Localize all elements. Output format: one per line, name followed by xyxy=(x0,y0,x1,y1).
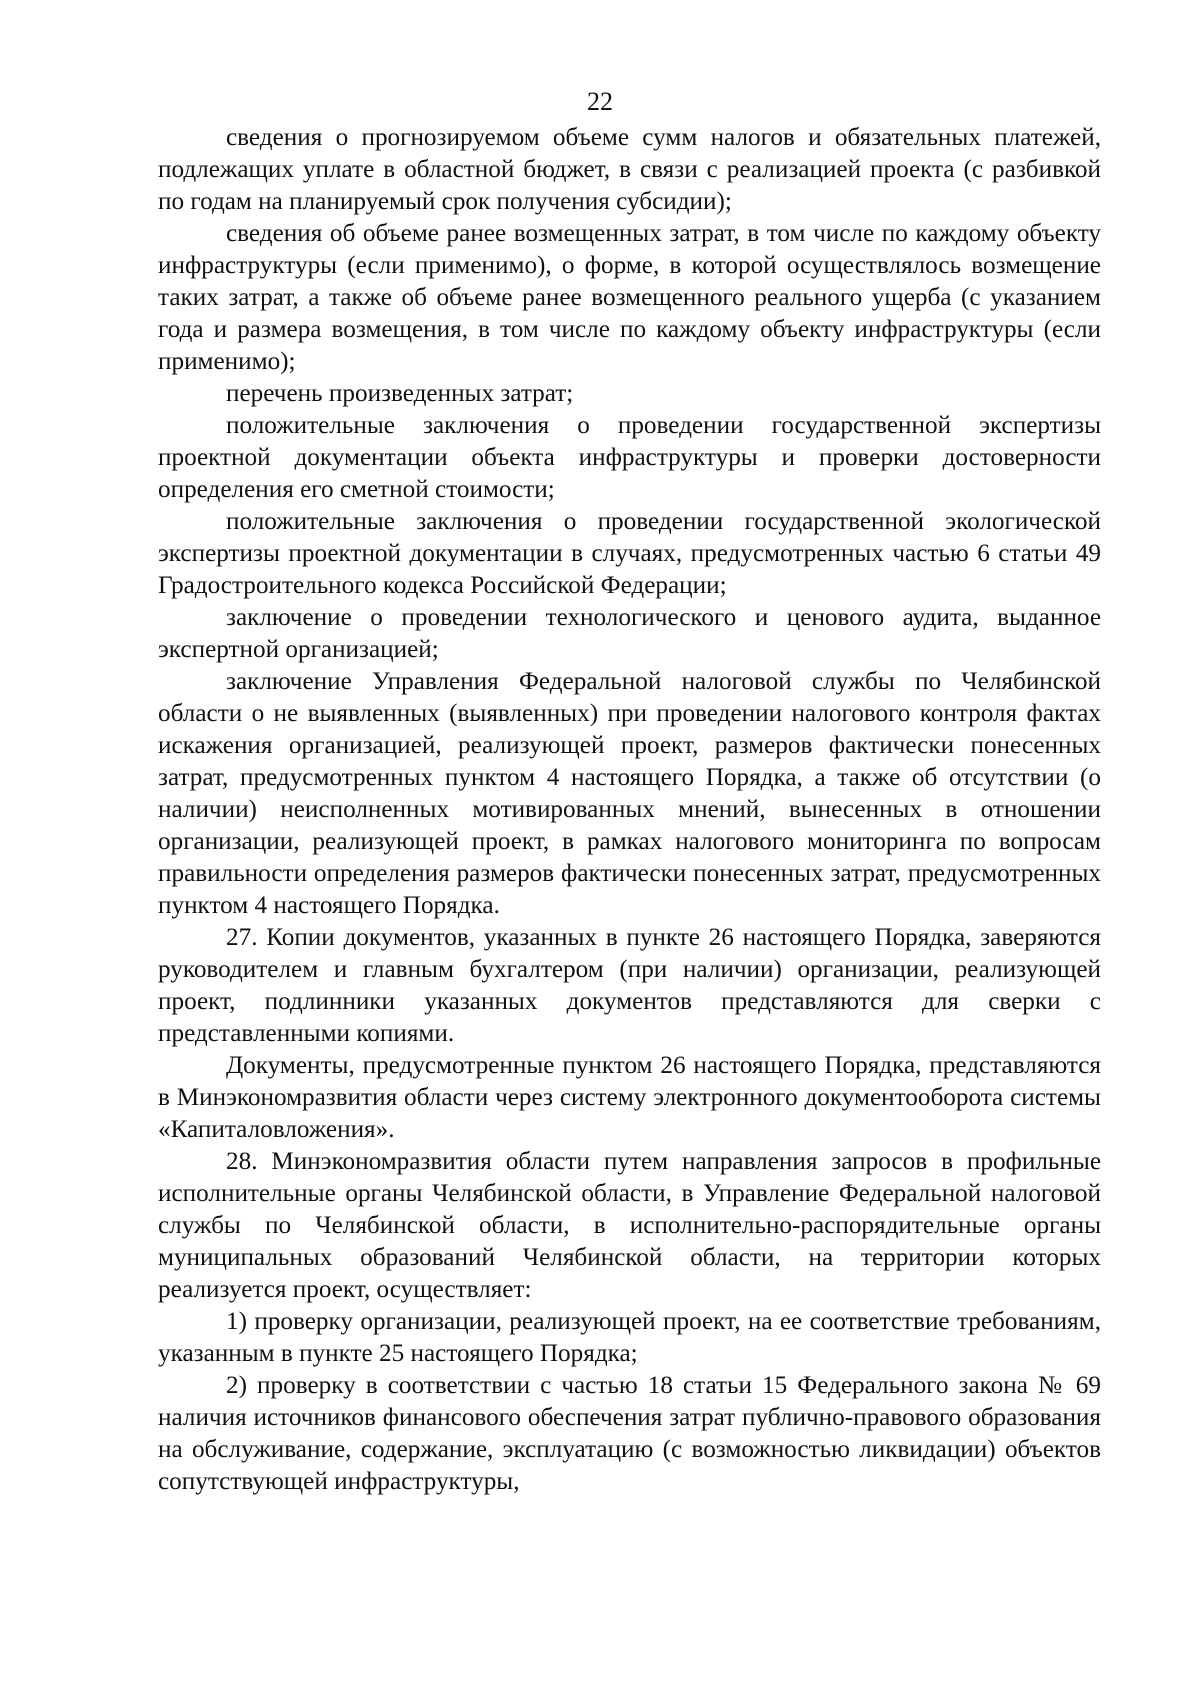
paragraph-subitem-2: 2) проверку в соответствии с частью 18 статьи 15 Федерального закона № 69 наличия источников финансового обеспечения затрат публично-правового образования на обслуживание, содержание, эксплуатацию (с возможностью ликвидации) объектов сопутствующей инфраструктуры, xyxy=(158,1372,1101,1495)
paragraph-tax-service-conclusion: заключение Управления Федеральной налоговой службы по Челябинской области о не выявленных (выявленных) при проведении налогового контроля фактах искажения организацией, реализующей проект, размеров фактически понесенных затрат, предусмотренных пунктом 4 настоящего Порядка, а также об отсутствии (о наличии) неисполненных мотивированных мнений, вынесенных в отношении организации, реализующей проект, в рамках налогового мониторинга по вопросам правильности определения размеров фактически понесенных затрат, предусмотренных пунктом 4 настоящего Порядка. xyxy=(158,668,1101,919)
paragraph-item-28: 28. Минэкономразвития области путем направления запросов в профильные исполнительные органы Челябинской области, в Управление Федеральной налоговой службы по Челябинской области, в исполнительно-распорядительные органы муниципальных образований Челябинской области, на территории которых реализуется проект, осуществляет: xyxy=(158,1148,1101,1303)
paragraph-tax-forecast: сведения о прогнозируемом объеме сумм налогов и обязательных платежей, подлежащих уплате в областной бюджет, в связи с реализацией проекта (с разбивкой по годам на планируемый срок получения субсидии); xyxy=(158,124,1101,215)
document-body xyxy=(158,122,1101,1498)
page-number: 22 xyxy=(587,87,613,116)
paragraph-ecological-expertise: положительные заключения о проведении государственной экологической экспертизы проектной документации в случаях, предусмотренных частью 6 статьи 49 Градостроительного кодекса Российской Федерации; xyxy=(158,508,1101,599)
paragraph-state-expertise: положительные заключения о проведении государственной экспертизы проектной документации объекта инфраструктуры и проверки достоверности определения его сметной стоимости; xyxy=(158,412,1101,503)
paragraph-item-27: 27. Копии документов, указанных в пункте 26 настоящего Порядка, заверяются руководителем и главным бухгалтером (при наличии) организации, реализующей проект, подлинники указанных документов представляются для сверки с представленными копиями. xyxy=(158,924,1101,1047)
paragraph-documents-submission: Документы, предусмотренные пунктом 26 настоящего Порядка, представляются в Минэкономразвития области через систему электронного документооборота системы «Капиталовложения». xyxy=(158,1052,1101,1143)
paragraph-audit-conclusion: заключение о проведении технологического и ценового аудита, выданное экспертной организацией; xyxy=(158,604,1101,663)
paragraph-reimbursed-costs: сведения об объеме ранее возмещенных затрат, в том числе по каждому объекту инфраструктуры (если применимо), о форме, в которой осуществлялось возмещение таких затрат, а также об объеме ранее возмещенного реального ущерба (с указанием года и размера возмещения, в том числе по каждому объекту инфраструктуры (если применимо); xyxy=(158,220,1101,375)
paragraph-costs-list: перечень произведенных затрат; xyxy=(226,380,574,407)
paragraph-subitem-1: 1) проверку организации, реализующей проект, на ее соответствие требованиям, указанным в пункте 25 настоящего Порядка; xyxy=(158,1308,1101,1367)
